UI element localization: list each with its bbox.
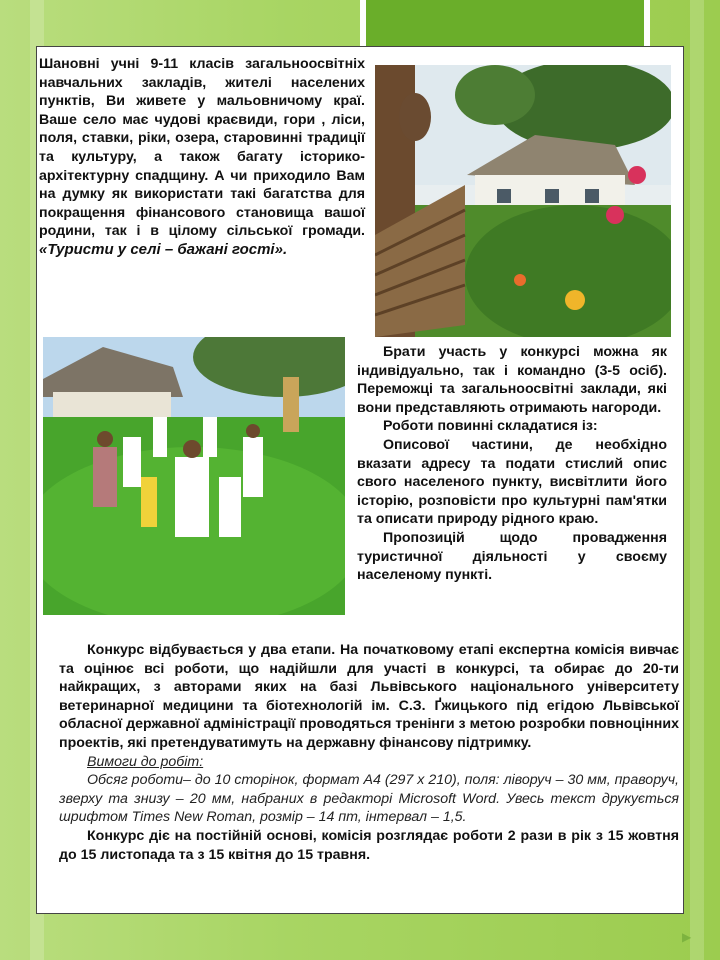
- participation-paragraph: Брати участь у конкурсі можна як індивідуально, так і командно (3-5 осіб). Переможці та загальноосвітні заклади, які вони представляють отримають нагороди.: [357, 344, 667, 416]
- proposals-paragraph: Пропозицій щодо провадження туристичної діяльності у своєму населеному пункті.: [357, 529, 667, 584]
- description-paragraph: Описової частини, де необхідно вказати адресу та подати стислий опис свого населеного пункту, висвітлити його історію, розповісти про культурні пам'ятки та описати природу рідного краю.: [357, 436, 667, 528]
- participation-info: [357, 343, 667, 585]
- contest-details: [59, 641, 679, 864]
- document-page: [36, 46, 684, 914]
- intro-highlight: «Туристи у селі – бажані гості».: [39, 240, 288, 258]
- folk-dance-photo: [43, 337, 345, 615]
- structure-paragraph: Роботи повинні складатися із:: [383, 418, 598, 435]
- stages-paragraph: Конкурс відбувається у два етапи. На початковому етапі експертна комісія вивчає та оцінює всі роботи, що надійшли для участі в конкурсі, та обирає до 20-ти найкращих, з авторами яких на базі Львівського національного університету ветеринарної медицини та біотехнологій ім. С.З. Ґжицького під егідою Львівської обласної державної адміністрації проводяться тренінги з метою розробки повноцінних проектів, які претендуватимуть на державну фінансову підтримку.: [59, 642, 679, 751]
- requirements-paragraph: Обсяг роботи– до 10 сторінок, формат А4 (297 х 210), поля: ліворуч – 30 мм, праворуч, зверху та знизу – 20 мм, набраних в редакторі Microsoft Word. Увесь текст друкується шрифтом Times New Roman, розмір – 14 пт, інтервал – 1,5.: [59, 772, 679, 826]
- intro-paragraph: [39, 55, 365, 260]
- schedule-paragraph: Конкурс діє на постійній основі, комісія розглядає роботи 2 рази в рік з 15 жовтня до 15 листопада та з 15 квітня до 15 травня.: [59, 827, 679, 863]
- intro-text: Шановні учні 9-11 класів загальноосвітніх навчальних закладів, жителі населених пунктів, Ви живете у мальовничому краї. Ваше село має чудові краєвиди, гори , ліси, поля, ставки, ріки, озера, старовинні традиції та культуру, а також багату історико-архітектурну спадщину. А чи приходило Вам на думку як використати такі багатства для покращення фінансового становища вашої родини, так і в цілому сільської громади.: [39, 56, 365, 240]
- bg-stripe: [690, 0, 704, 960]
- bullet-icon: ▶: [682, 930, 692, 944]
- village-house-photo: [375, 65, 671, 337]
- requirements-title: Вимоги до робіт:: [87, 753, 204, 770]
